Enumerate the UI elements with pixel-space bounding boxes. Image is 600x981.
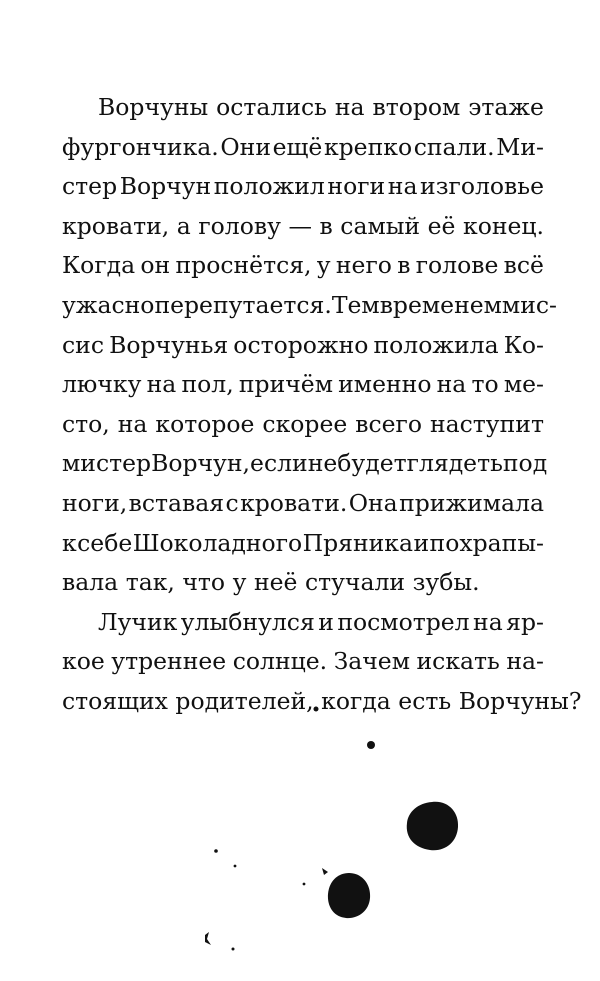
word: осторожно [233, 330, 369, 359]
word: с [225, 488, 239, 517]
word: у [232, 568, 247, 597]
word: Шоколадного [132, 528, 303, 557]
word: родителей, [175, 686, 314, 715]
word: у [316, 251, 331, 280]
word: голове [415, 251, 499, 280]
word: Зачем [333, 647, 410, 676]
word: мис- [501, 290, 557, 319]
ink-blot-large [407, 802, 458, 850]
word: вала [62, 568, 119, 597]
word: положил [213, 172, 325, 201]
word: на [146, 370, 177, 399]
ink-speck [322, 868, 328, 875]
word: остались [216, 93, 327, 121]
word: улыбнулся [180, 607, 315, 636]
ink-speck [314, 707, 319, 712]
word: себе [77, 528, 133, 557]
word: солнце. [232, 647, 328, 676]
word: самый [340, 211, 421, 240]
ink-speck [232, 948, 235, 951]
word: голову [198, 211, 281, 240]
word: не [307, 449, 338, 478]
word: причём [238, 370, 333, 399]
word: Ми- [496, 132, 544, 161]
word: Когда [62, 251, 136, 280]
word: яр- [506, 607, 544, 636]
word: положила [373, 330, 499, 359]
word: мистер [62, 449, 152, 478]
word: стер [62, 172, 118, 201]
word: ноги, [62, 488, 128, 517]
word: в [319, 211, 333, 240]
word: когда [321, 686, 391, 715]
word: проснётся, [175, 251, 312, 280]
ink-speck [234, 865, 237, 868]
word: посмотрел [337, 607, 470, 636]
word: скорее [262, 409, 348, 438]
word: прижимала [399, 488, 544, 517]
word: изголовье [420, 172, 544, 201]
ink-speck [303, 883, 306, 886]
word: что [182, 568, 226, 597]
word: этаже [468, 93, 544, 121]
word: Ворчун, [151, 449, 251, 478]
word: на [387, 172, 418, 201]
word: конец. [463, 211, 544, 240]
word: наступит [429, 409, 544, 438]
word: фургончика. [62, 132, 219, 161]
word: него [335, 251, 392, 280]
word: именно [338, 370, 432, 399]
word: ноги [327, 172, 386, 201]
word: в [397, 251, 411, 280]
word: на [436, 370, 467, 399]
word: которое [155, 409, 255, 438]
word: Ворчун [119, 172, 212, 201]
word: на- [506, 647, 544, 676]
word: кровати. [240, 488, 348, 517]
ink-speck [367, 741, 375, 749]
ink-speck [205, 932, 211, 945]
word: то [471, 370, 499, 399]
word: — [288, 211, 312, 240]
ink-speck [214, 849, 218, 853]
word: так, [125, 568, 175, 597]
word: стоящих [62, 686, 168, 715]
word: и [413, 528, 430, 557]
word: Ворчунья [109, 330, 229, 359]
word: а [176, 211, 191, 240]
word: всё [503, 251, 544, 280]
word: зубы. [412, 568, 480, 597]
word: будет [337, 449, 407, 478]
word: втором [372, 93, 461, 121]
word: лючку [62, 370, 142, 399]
word: Лучик [98, 607, 178, 636]
word: крепко [323, 132, 413, 161]
word: на [473, 607, 503, 636]
word: глядеть [406, 449, 503, 478]
word: Ко- [503, 330, 544, 359]
word: вставая [128, 488, 225, 517]
word: кровати, [62, 211, 170, 240]
word: ужасно [62, 290, 155, 319]
word: ещё [272, 132, 323, 161]
word: временем [379, 290, 502, 319]
word: на [117, 409, 148, 438]
word: Тем [331, 290, 380, 319]
word: под [502, 449, 548, 478]
word: на [334, 93, 365, 121]
ink-blot-medium [328, 873, 370, 918]
word: ме- [503, 370, 544, 399]
word: сто, [62, 409, 110, 438]
word: Они [220, 132, 271, 161]
word: спали. [413, 132, 495, 161]
word: к [62, 528, 77, 557]
word: Пряника [302, 528, 413, 557]
word: утреннее [111, 647, 227, 676]
word: сис [62, 330, 104, 359]
word: есть [398, 686, 452, 715]
word: он [140, 251, 171, 280]
word: перепутается. [154, 290, 332, 319]
word: Она [348, 488, 398, 517]
word: если [250, 449, 308, 478]
word: Ворчуны? [458, 686, 582, 715]
word: Ворчуны [98, 93, 209, 121]
word: всего [355, 409, 422, 438]
word: её [427, 211, 456, 240]
word: искать [416, 647, 500, 676]
word: стучали [304, 568, 406, 597]
word: и [318, 607, 334, 636]
word: пол, [181, 370, 234, 399]
word: похрапы- [429, 528, 544, 557]
word: кое [62, 647, 105, 676]
word: неё [253, 568, 298, 597]
